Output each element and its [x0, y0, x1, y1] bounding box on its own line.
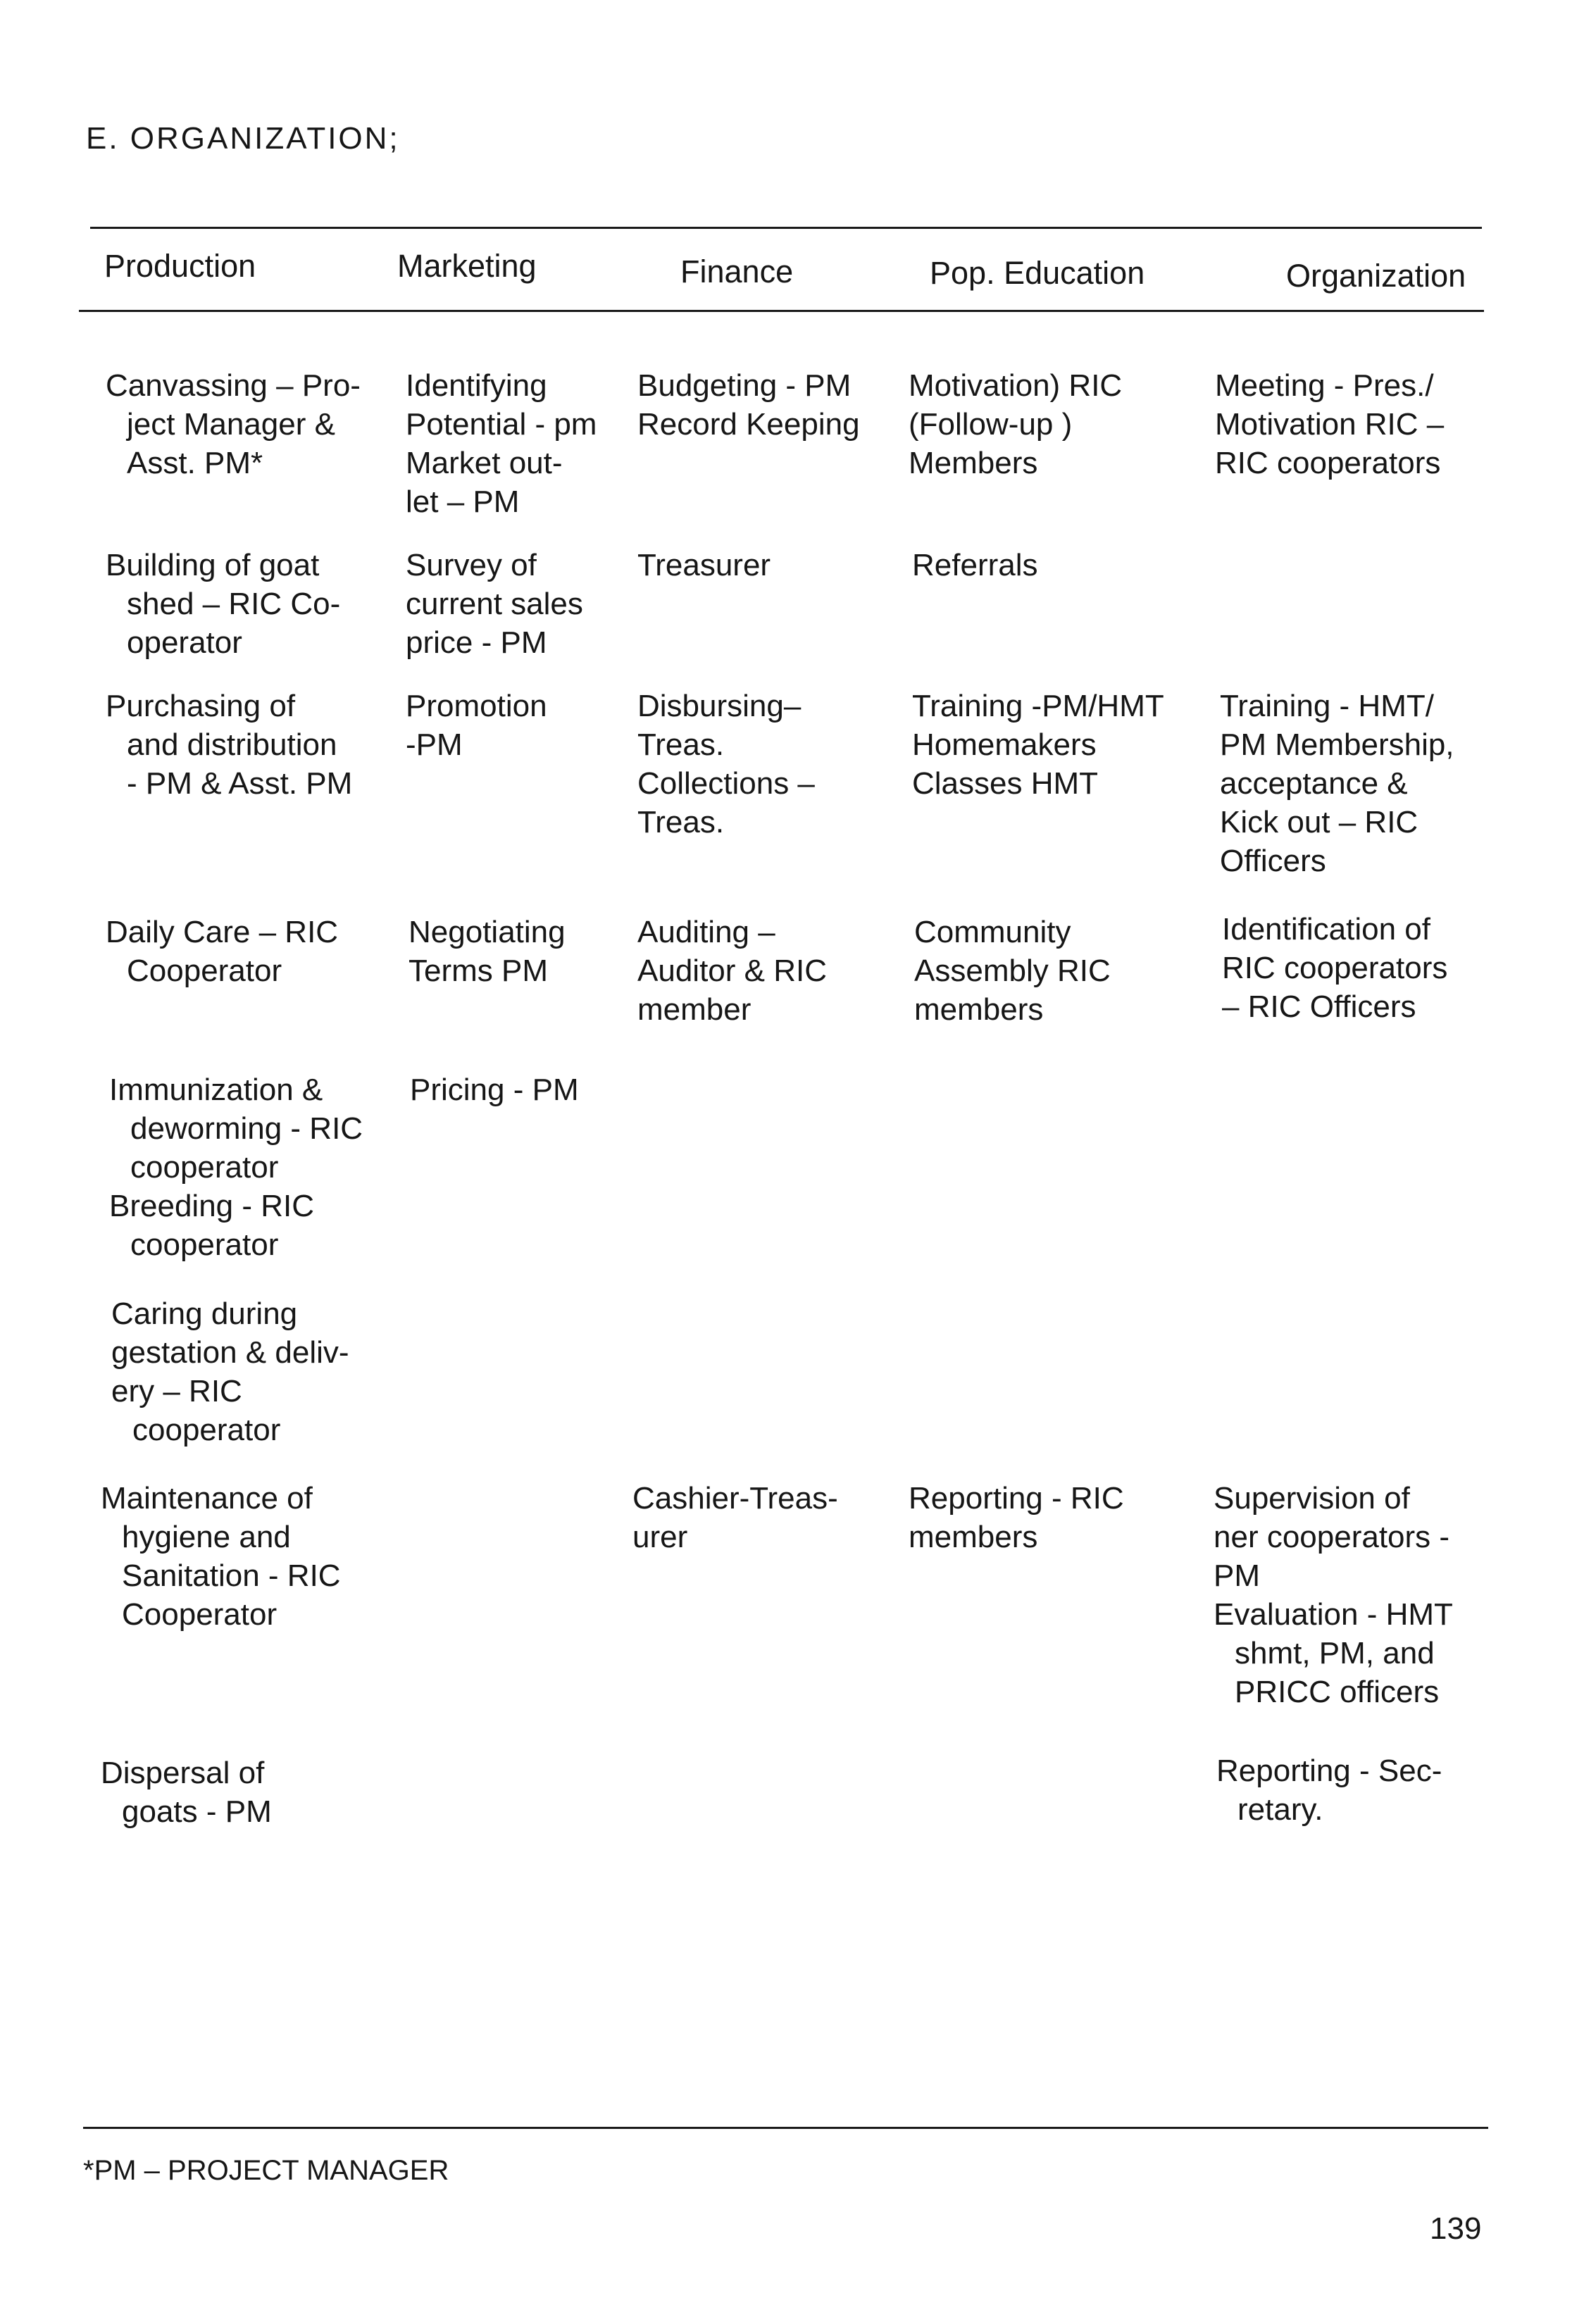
header-finance: Finance	[680, 254, 794, 289]
table-top-rule	[90, 227, 1482, 229]
pop-education-reporting: Reporting - RIC members	[909, 1481, 1124, 1554]
header-organization: Organization	[1286, 258, 1466, 294]
header-pop-education: Pop. Education	[930, 255, 1145, 291]
pop-education-referrals: Referrals	[912, 548, 1038, 582]
finance-cashier: Cashier-Treas- urer	[632, 1481, 838, 1554]
finance-treasurer: Treasurer	[637, 548, 771, 582]
finance-disbursing: Disbursing– Treas. Collections – Treas.	[637, 689, 815, 839]
production-immunization: Immunization & deworming - RIC cooperator Breeding - RIC cooperator	[109, 1073, 363, 1262]
marketing-identifying: Identifying Potential - pm Market out- let – PM	[406, 368, 597, 519]
marketing-pricing: Pricing - PM	[410, 1073, 579, 1107]
production-goat-shed: Building of goat shed – RIC Co- operator	[106, 548, 341, 660]
finance-auditing: Auditing – Auditor & RIC member	[637, 915, 827, 1027]
header-production: Production	[104, 248, 256, 284]
section-heading: E. ORGANIZATION;	[86, 121, 400, 156]
production-caring-gestation: Caring during gestation & deliv- ery – RIC cooperator	[111, 1297, 349, 1447]
marketing-promotion: Promotion -PM	[406, 689, 547, 762]
pop-education-motivation: Motivation) RIC (Follow-up ) Members	[909, 368, 1123, 480]
page-number: 139	[1430, 2211, 1482, 2246]
production-purchasing: Purchasing of and distribution - PM & Asst. PM	[106, 689, 353, 801]
table-bottom-rule	[83, 2127, 1488, 2129]
production-daily-care: Daily Care – RIC Cooperator	[106, 915, 339, 988]
organization-meeting: Meeting - Pres./ Motivation RIC – RIC cooperators	[1215, 368, 1445, 480]
header-bottom-rule	[79, 310, 1484, 312]
organization-identification: Identification of RIC cooperators – RIC Officers	[1222, 912, 1448, 1024]
footnote: *PM – PROJECT MANAGER	[83, 2155, 449, 2186]
pop-education-training: Training -PM/HMT Homemakers Classes HMT	[912, 689, 1164, 801]
pop-education-community: Community Assembly RIC members	[914, 915, 1111, 1027]
production-canvassing: Canvassing – Pro- ject Manager & Asst. PM*	[106, 368, 361, 480]
header-marketing: Marketing	[397, 248, 537, 284]
production-dispersal: Dispersal of goats - PM	[101, 1756, 272, 1829]
marketing-negotiating: Negotiating Terms PM	[409, 915, 566, 988]
organization-supervision: Supervision of ner cooperators - PM Evaluation - HMT shmt, PM, and PRICC officers	[1214, 1481, 1453, 1709]
organization-training: Training - HMT/ PM Membership, acceptance & Kick out – RIC Officers	[1220, 689, 1454, 878]
organization-reporting: Reporting - Sec- retary.	[1216, 1754, 1442, 1827]
production-maintenance-hygiene: Maintenance of hygiene and Sanitation - RIC Cooperator	[101, 1481, 341, 1632]
finance-budgeting: Budgeting - PM Record Keeping	[637, 368, 860, 442]
marketing-survey: Survey of current sales price - PM	[406, 548, 583, 660]
